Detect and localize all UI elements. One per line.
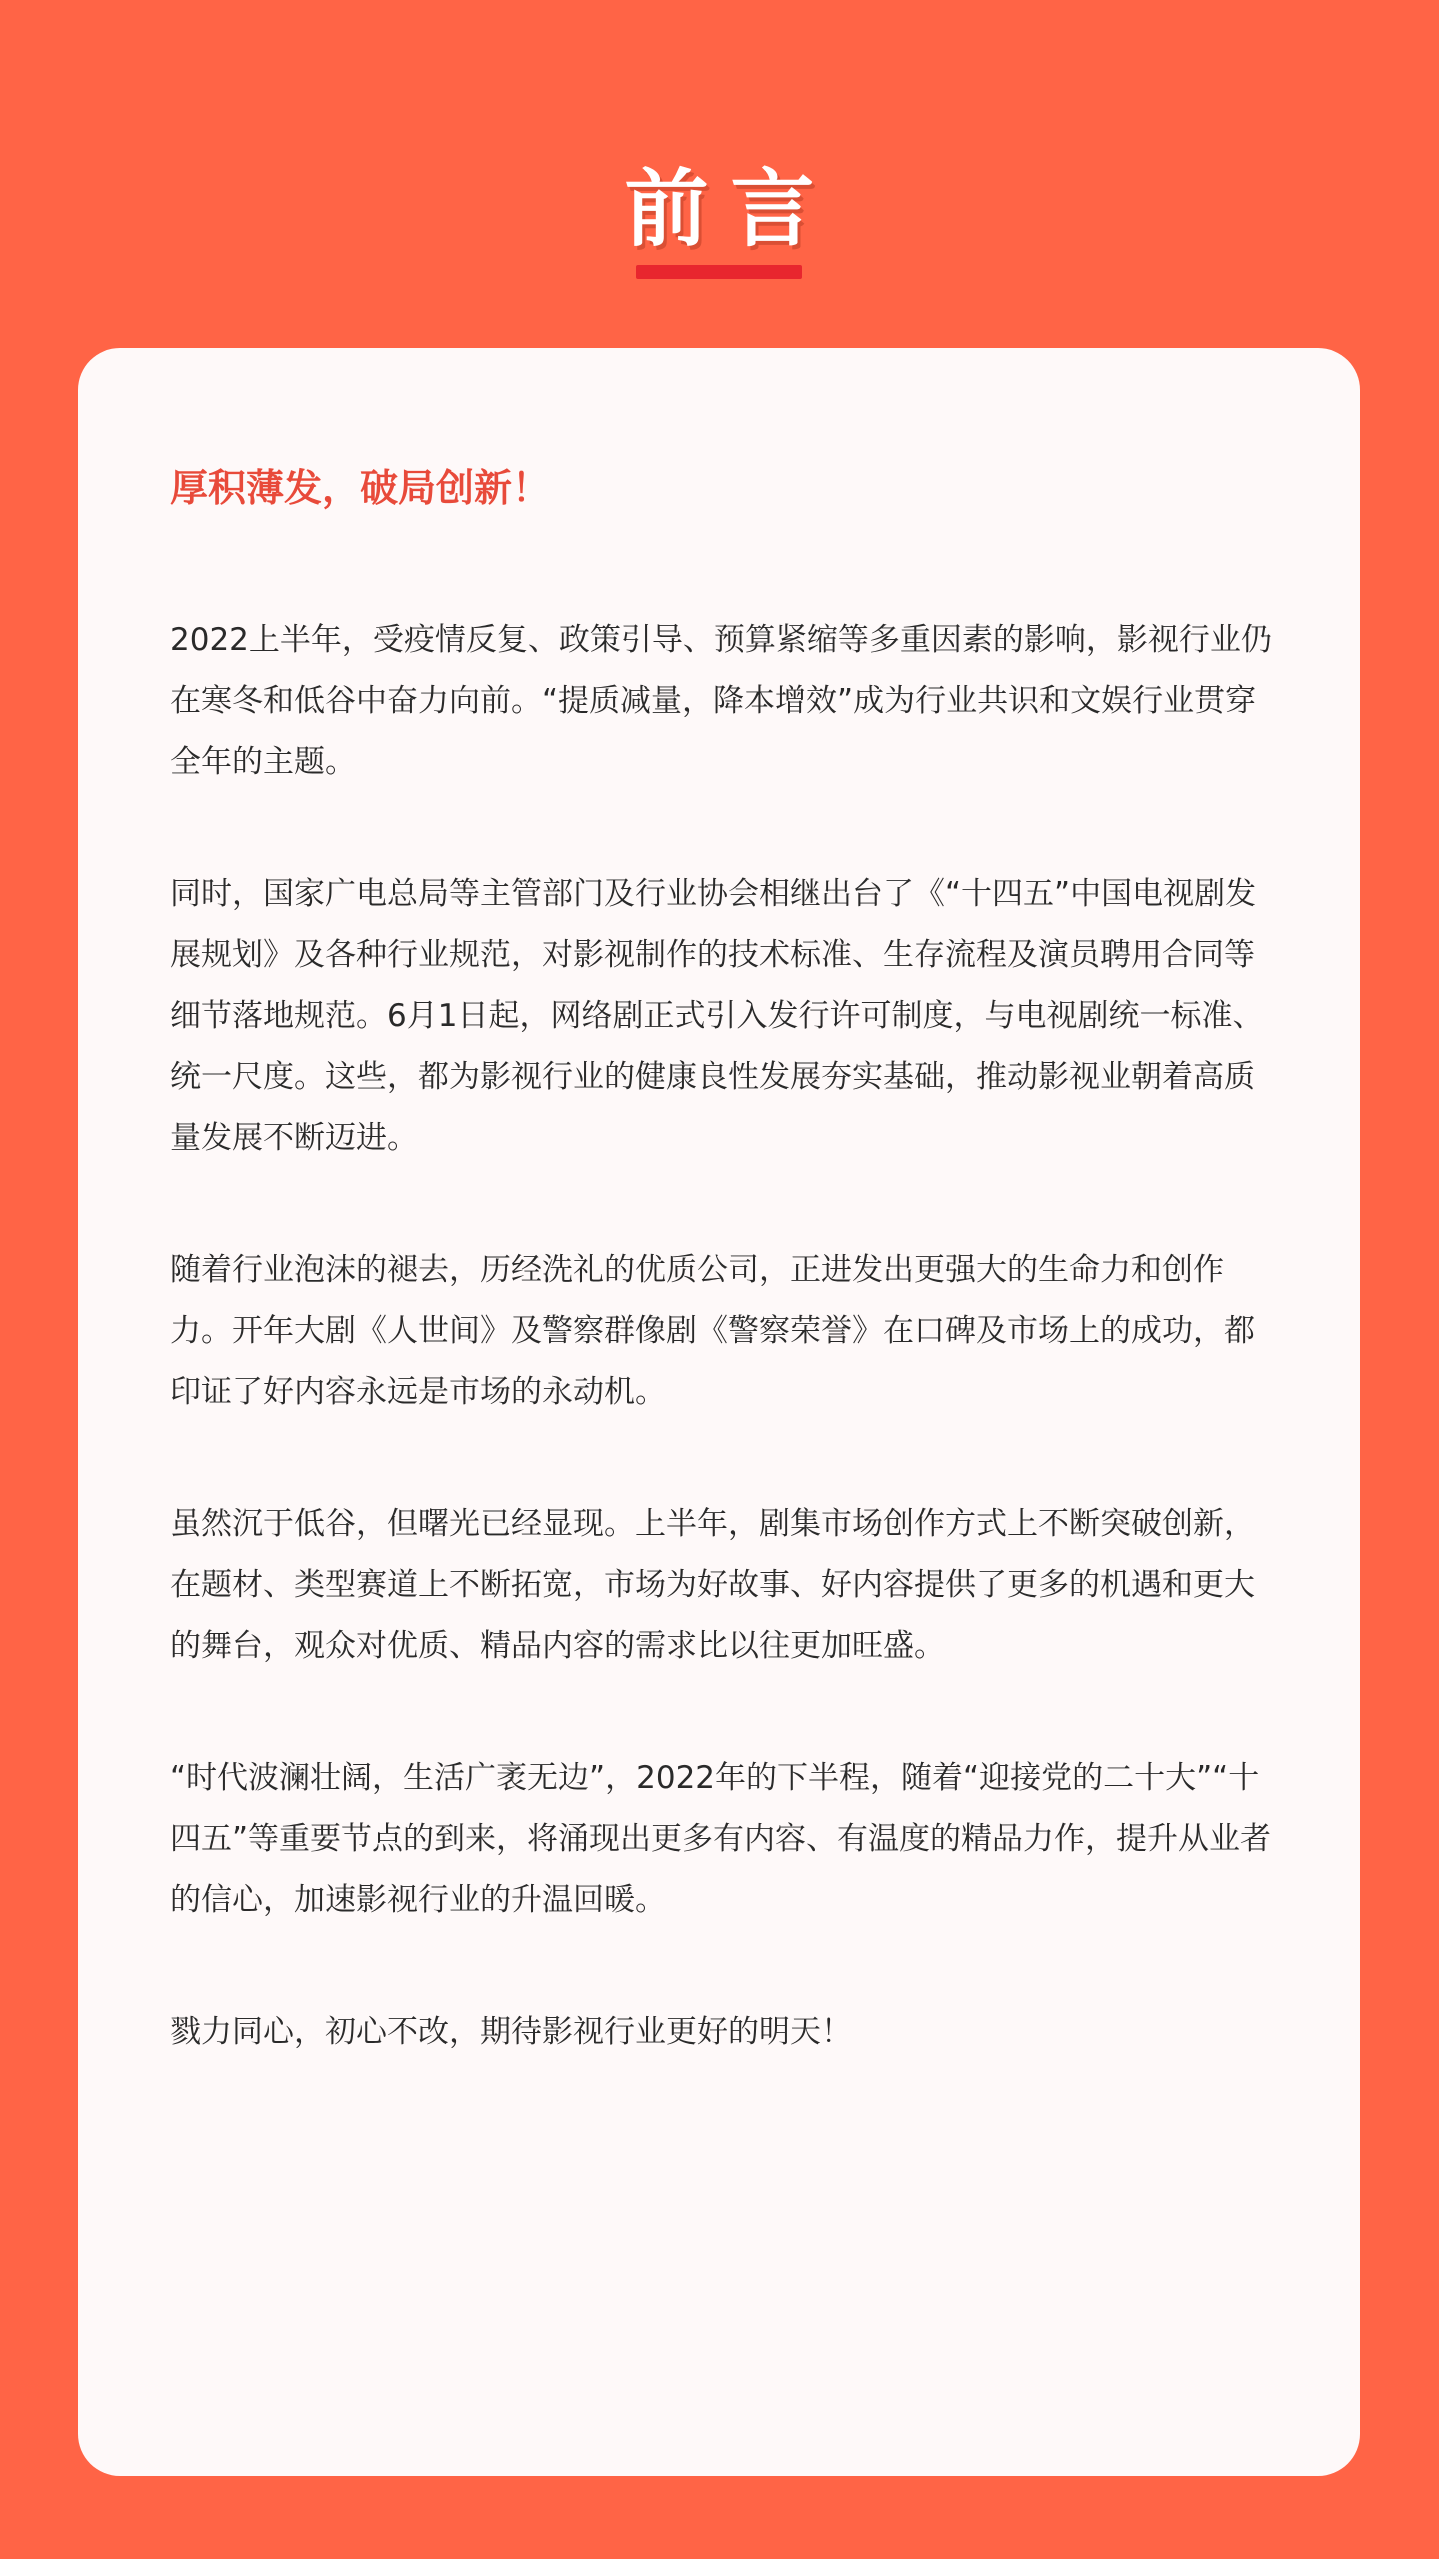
paragraph-5: “时代波澜壮阔，生活广袤无边”，2022年的下半程，随着“迎接党的二十大”“十四五”等重要节点的到来，将涌现出更多有内容、有温度的精品力作，提升从业者的信心，加速影视行业的升温回暖。 bbox=[170, 1760, 1272, 1918]
paragraph-4: 虽然沉于低谷，但曙光已经显现。上半年，剧集市场创作方式上不断突破创新，在题材、类型赛道上不断拓宽，市场为好故事、好内容提供了更多的机遇和更大的舞台，观众对优质、精品内容的需求比以往更加旺盛。 bbox=[170, 1506, 1255, 1664]
paragraph-3: 随着行业泡沫的褪去，历经洗礼的优质公司，正进发出更强大的生命力和创作力。开年大剧《人世间》及警察群像剧《警察荣誉》在口碑及市场上的成功，都印证了好内容永远是市场的永动机。 bbox=[170, 1252, 1255, 1410]
page-title: 前言 bbox=[624, 160, 837, 259]
content-card bbox=[78, 348, 1360, 2476]
paragraph-1: 2022上半年，受疫情反复、政策引导、预算紧缩等多重因素的影响，影视行业仍在寒冬和低谷中奋力向前。“提质减量，降本增效”成为行业共识和文娱行业贯穿全年的主题。 bbox=[170, 622, 1272, 780]
body-text bbox=[170, 610, 1282, 2134]
title-underline bbox=[636, 265, 802, 279]
card-heading: 厚积薄发，破局创新！ bbox=[170, 466, 551, 510]
paragraph-2: 同时，国家广电总局等主管部门及行业协会相继出台了《“十四五”中国电视剧发展规划》及各种行业规范，对影视制作的技术标准、生存流程及演员聘用合同等细节落地规范。6月1日起，网络剧正式引入发行许可制度，与电视剧统一标准、统一尺度。这些，都为影视行业的健康良性发展夯实基础，推动影视业朝着高质量发展不断迈进。 bbox=[170, 876, 1264, 1156]
paragraph-6: 戮力同心，初心不改，期待影视行业更好的明天！ bbox=[170, 2014, 852, 2050]
